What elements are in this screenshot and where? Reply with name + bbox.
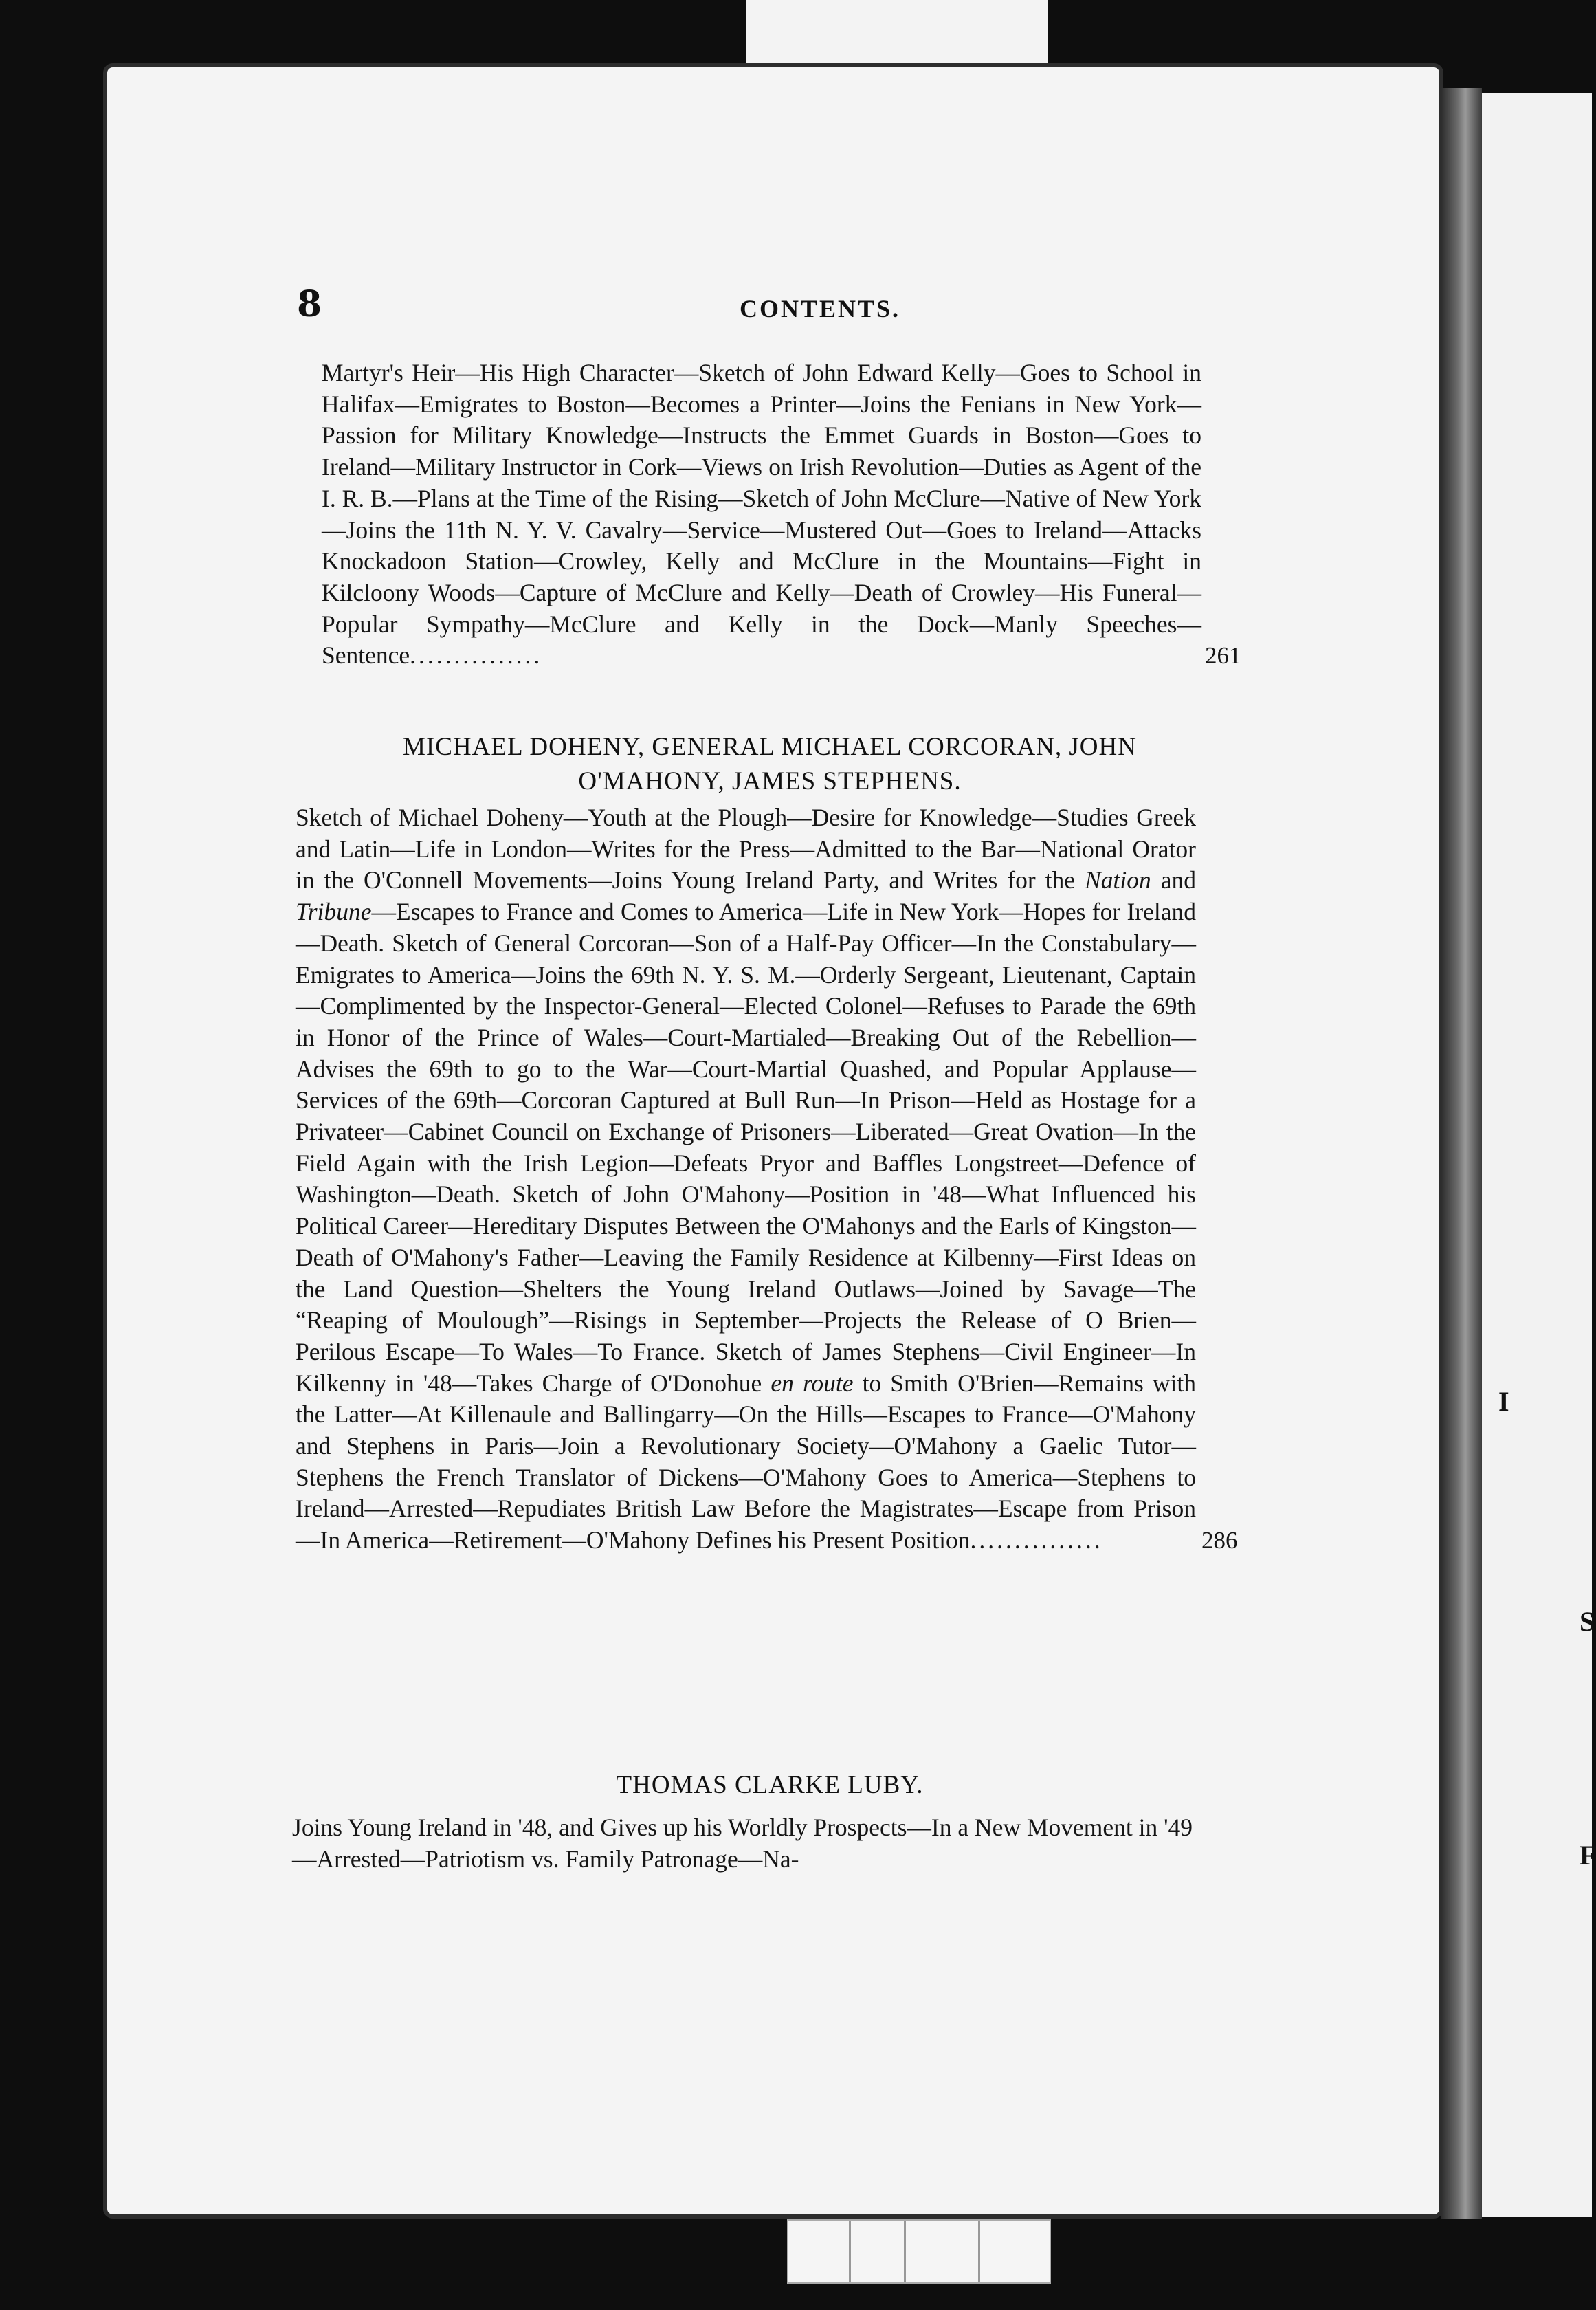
adjacent-page-fragment: F (1580, 1840, 1596, 1871)
binding-clip (787, 2219, 1051, 2284)
adjacent-page-fragment: I (1498, 1386, 1509, 1417)
section-heading-doheny (289, 730, 1251, 799)
dot-leader: ............... (410, 641, 543, 670)
italic-title: Nation (1085, 866, 1151, 894)
running-head: CONTENTS. (739, 295, 901, 322)
entry-description: Martyr's Heir—His High Character—Sketch of John Edward Kelly—Goes to School in Halifax—Emigrates to Boston—Becomes a Printer—Joins the Fenians in New York—Passion for Military Knowledge—Instructs the Emmet Guards in Boston—Goes to Ireland—Military Instructor in Cork—Views on Irish Revolution—Duties as Agent of the I. R. B.—Plans at the Time of the Rising—Sketch of John McClure—Native of New York—Joins the 11th N. Y. V. Cavalry—Service—Mustered Out—Goes to Ireland—Attacks Knockadoon Station—Crowley, Kelly and McClure in the Mountains—Fight in Kilcloony Woods—Capture of McClure and Kelly—Death of Crowley—His Funeral—Popular Sympathy—McClure and Kelly in the Dock—Manly Speeches—Sentence (322, 359, 1201, 670)
entry-text (322, 358, 1201, 672)
entry-description: to Smith O'Brien—Remains with the Latter—At Killenaule and Ballingarry—On the Hills—Escapes to France—O'Mahony and Stephens in Paris—Join a Revolutionary Society—O'Mahony a Gaelic Tutor—Stephens the French Translator of Dickens—O'Mahony Goes to America—Stephens to Ireland—Arrested—Repudiates British Law Before the Magistrates—Escape from Prison—In America—Retirement—O'Mahony Defines his Present Position (296, 1369, 1196, 1554)
section-heading-luby: THOMAS CLARKE LUBY. (616, 1771, 924, 1799)
contents-entry-doheny-corcoran (296, 802, 1238, 1556)
adjacent-page-fragment: S (1580, 1606, 1595, 1637)
adjacent-page (1482, 93, 1596, 2217)
italic-phrase: en route (771, 1369, 854, 1397)
contents-entry-luby (292, 1812, 1193, 1875)
page-reference: 261 (1205, 642, 1241, 670)
section-heading-line: O'MAHONY, JAMES STEPHENS. (578, 767, 962, 795)
dot-leader: ............... (970, 1526, 1103, 1554)
page-number: 8 (297, 283, 322, 325)
page-binding-edge (1441, 88, 1482, 2219)
entry-description: Sketch of Michael Doheny—Youth at the Plough—Desire for Knowledge—Studies Greek and Latin—Life in London—Writes for the Press—Admitted to the Bar—National Orator in the O'Connell Movements—Joins Young Ireland Party, and Writes for the (296, 804, 1196, 894)
italic-title: Tribune (296, 898, 372, 926)
section-heading-line: MICHAEL DOHENY, GENERAL MICHAEL CORCORAN, JOHN (403, 733, 1137, 761)
page-reference: 286 (1201, 1527, 1238, 1554)
entry-description: and (1151, 866, 1196, 894)
entry-text (296, 802, 1196, 1556)
entry-description: —Escapes to France and Comes to America—Life in New York—Hopes for Ireland—Death. Sketch of General Corcoran—Son of a Half-Pay Officer—In the Constabulary—Emigrates to America—Joins the 69th N. Y. S. M.—Orderly Sergeant, Lieutenant, Captain—Complimented by the Inspector-General—Elected Colonel—Refuses to Parade the 69th in Honor of the Prince of Wales—Court-Martialed—Breaking Out of the Rebellion—Advises the 69th to go to the War—Court-Martial Quashed, and Popular Applause—Services of the 69th—Corcoran Captured at Bull Run—In Prison—Held as Hostage for a Privateer—Cabinet Council on Exchange of Prisoners—Liberated—Great Ovation—In the Field Again with the Irish Legion—Defeats Pryor and Baffles Longstreet—Defence of Washington—Death. Sketch of John O'Mahony—Position in '48—What Influenced his Political Career—Hereditary Disputes Between the O'Mahonys and the Earls of Kingston—Death of O'Mahony's Father—Leaving the Family Residence at Kilbenny—First Ideas on the Land Question—Shelters the Young Ireland Outlaws—Joined by Savage—The “Reaping of Moulough”—Risings in September—Projects the Release of O Brien—Perilous Escape—To Wales—To France. Sketch of James Stephens—Civil Engineer—In Kilkenny in '48—Takes Charge of O'Donohue (296, 898, 1196, 1397)
entry-text: Joins Young Ireland in '48, and Gives up his Worldly Prospects—In a New Movement in '49—Arrested—Patriotism vs. Family Patronage—Na- (292, 1814, 1193, 1873)
contents-entry-kelly-mcclure (322, 358, 1241, 672)
